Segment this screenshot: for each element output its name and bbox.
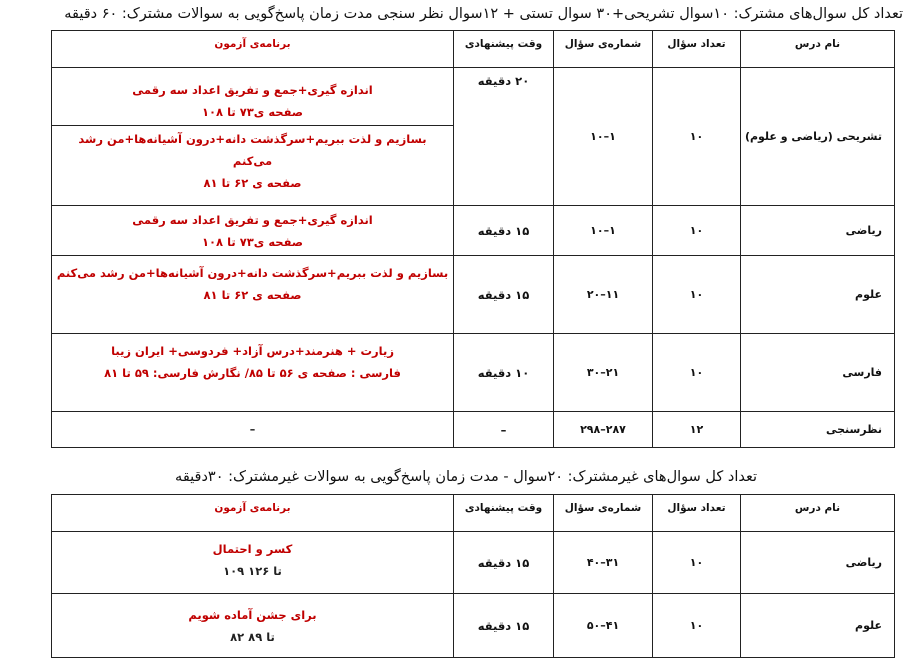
table-header-row — [52, 31, 895, 68]
program-cell — [52, 206, 454, 256]
program-pages: صفحه ی ۶۲ تا ۸۱ — [203, 288, 302, 302]
table-header-row — [52, 495, 895, 532]
time-cell: – — [454, 412, 554, 448]
header-program: برنامه‌ی آزمون — [52, 31, 454, 68]
program-line: اندازه گیری+جمع و تفریق اعداد سه رقمی — [132, 83, 373, 97]
common-questions-heading: تعداد کل سوال‌های مشترک: ۱۰سوال تشریحی+۳۰ سوال تستی + ۱۲سوال نظر سنجی مدت زمان پاسخ‌گویی به سوالات مشترک: ۶۰ دقیقه — [64, 6, 903, 22]
program-line: زیارت + هنرمند+درس آزاد+ فردوسی+ ایران زیبا — [111, 344, 394, 358]
count-cell: ۱۲ — [653, 412, 741, 448]
time-cell: ۱۵ دقیقه — [454, 594, 554, 658]
header-time: وقت پیشنهادی — [454, 31, 554, 68]
program-cell — [52, 334, 454, 412]
program-line: کسر و احتمال — [212, 542, 293, 556]
program-cell — [52, 256, 454, 334]
time-cell: ۱۰ دقیقه — [454, 334, 554, 412]
program-pages: فارسی : صفحه ی ۵۶ تا ۸۵/ نگارش فارسی: ۵۹ تا ۸۱ — [104, 366, 401, 380]
header-course: نام درس — [741, 495, 895, 532]
table-row — [52, 594, 895, 658]
course-cell: ریاضی — [741, 206, 895, 256]
header-count: تعداد سؤال — [653, 495, 741, 532]
header-numbers: شماره‌ی سؤال — [554, 31, 653, 68]
noncommon-exam-table — [51, 494, 895, 658]
program-pages: ۸۲ تا ۸۹ — [230, 629, 275, 644]
program-pages: صفحه ی۷۳ تا ۱۰۸ — [202, 105, 303, 119]
course-cell: نظرسنجی — [741, 412, 895, 448]
program-pages: ۱۰۹ تا ۱۲۶ — [223, 564, 282, 578]
count-cell: ۱۰ — [653, 68, 741, 206]
count-cell: ۱۰ — [653, 206, 741, 256]
header-time: وقت پیشنهادی — [454, 495, 554, 532]
time-cell: ۲۰ دقیقه — [454, 68, 554, 206]
course-cell: علوم — [741, 594, 895, 658]
course-cell: تشریحی (ریاضی و علوم) — [741, 68, 895, 206]
count-cell: ۱۰ — [653, 594, 741, 658]
noncommon-questions-heading: تعداد کل سوال‌های غیرمشترک: ۲۰سوال - مدت زمان پاسخ‌گویی به سوالات غیرمشترک: ۳۰دقیقه — [175, 469, 757, 485]
program-line: بسازیم و لذت ببریم+سرگذشت دانه+درون آشیانه‌ها+من رشد می‌کنم — [78, 132, 427, 168]
course-cell: ریاضی — [741, 532, 895, 594]
header-program: برنامه‌ی آزمون — [52, 495, 454, 532]
numbers-cell: ۱۱–۲۰ — [554, 256, 653, 334]
program-line: برای جشن آماده شویم — [188, 607, 317, 622]
numbers-cell: ۴۱–۵۰ — [554, 594, 653, 658]
program-block — [52, 125, 453, 196]
numbers-cell: ۳۱–۴۰ — [554, 532, 653, 594]
count-cell: ۱۰ — [653, 334, 741, 412]
numbers-cell: ۲۱–۳۰ — [554, 334, 653, 412]
program-cell — [52, 68, 454, 206]
table-row — [52, 532, 895, 594]
time-cell: ۱۵ دقیقه — [454, 532, 554, 594]
numbers-cell: ۲۸۷–۲۹۸ — [554, 412, 653, 448]
common-exam-table — [51, 30, 895, 448]
header-count: تعداد سؤال — [653, 31, 741, 68]
program-pages: صفحه ی ۶۲ تا ۸۱ — [203, 176, 302, 190]
count-cell: ۱۰ — [653, 532, 741, 594]
table-row — [52, 412, 895, 448]
header-numbers: شماره‌ی سؤال — [554, 495, 653, 532]
program-pages: صفحه ی۷۳ تا ۱۰۸ — [202, 234, 303, 249]
program-cell — [52, 532, 454, 594]
time-cell: ۱۵ دقیقه — [454, 256, 554, 334]
program-line: اندازه گیری+جمع و تفریق اعداد سه رقمی — [132, 212, 373, 227]
table-row — [52, 206, 895, 256]
table-row — [52, 256, 895, 334]
numbers-cell: ۱–۱۰ — [554, 68, 653, 206]
program-line: بسازیم و لذت ببریم+سرگذشت دانه+درون آشیانه‌ها+من رشد می‌کنم — [56, 266, 449, 280]
program-block — [52, 77, 453, 125]
table-row — [52, 68, 895, 206]
table-row — [52, 334, 895, 412]
course-cell: فارسی — [741, 334, 895, 412]
header-course: نام درس — [741, 31, 895, 68]
program-cell — [52, 594, 454, 658]
time-cell: ۱۵ دقیقه — [454, 206, 554, 256]
count-cell: ۱۰ — [653, 256, 741, 334]
numbers-cell: ۱–۱۰ — [554, 206, 653, 256]
program-cell: – — [52, 412, 454, 448]
course-cell: علوم — [741, 256, 895, 334]
